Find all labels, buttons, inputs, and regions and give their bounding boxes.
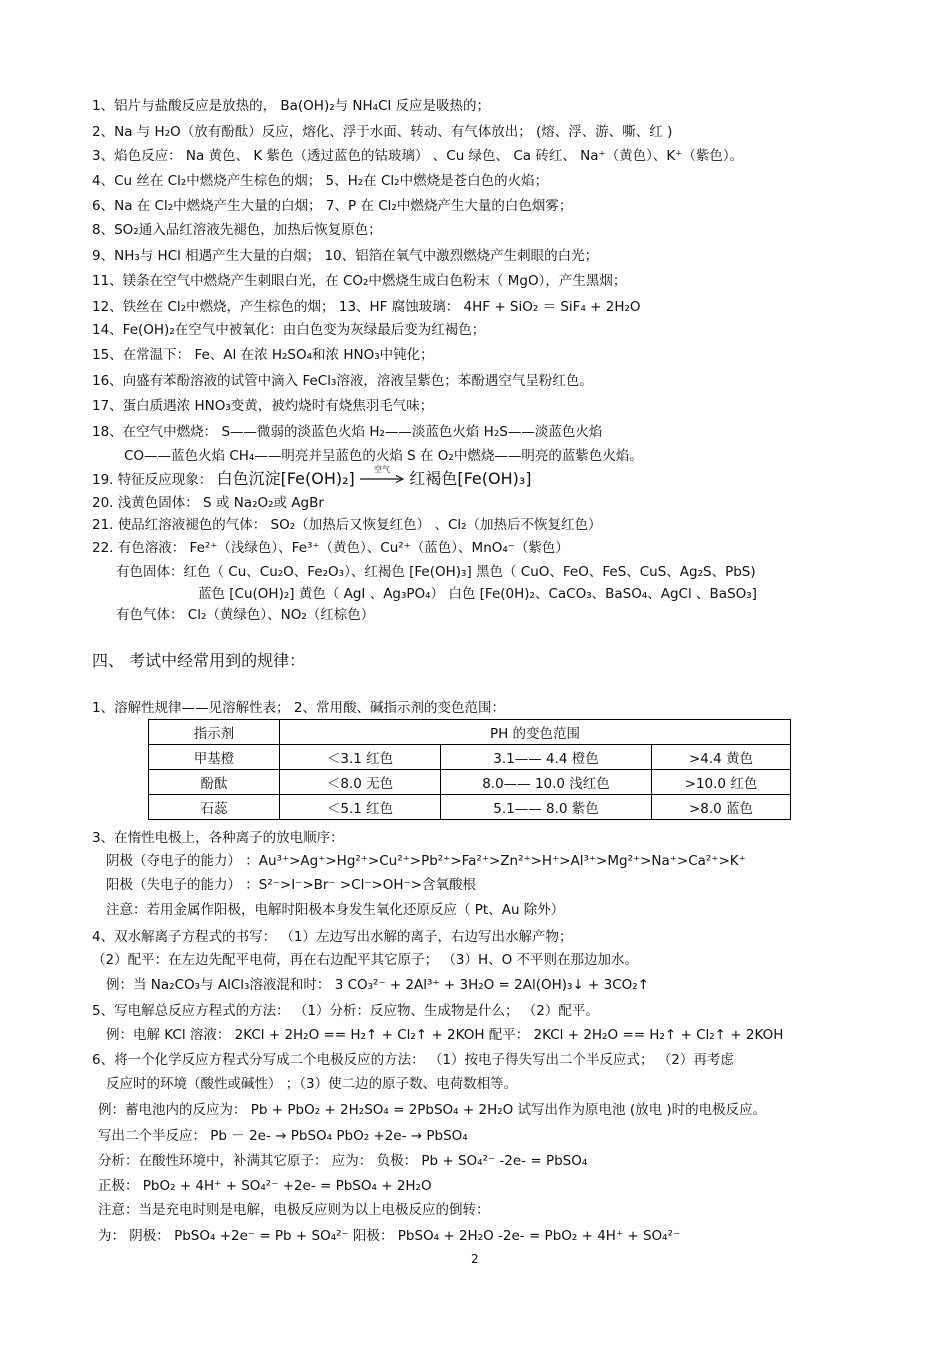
text-line: 15、在常温下： Fe、Al 在浓 H₂SO₄和浓 HNO₃中钝化； bbox=[92, 347, 434, 363]
table-cell: 3.1—— 4.4 橙色 bbox=[441, 745, 652, 770]
text-line: （2）配平：在左边先配平电荷，再在右边配平其它原子； （3）H、O 不平则在那边加水。 bbox=[92, 952, 639, 968]
text-line: 例：当 Na₂CO₃与 AlCl₃溶液混和时： 3 CO₃²⁻ + 2Al³⁺ + 3H₂O = 2Al(OH)₃↓ + 3CO₂↑ bbox=[106, 977, 650, 993]
arrow-label: 空气 bbox=[374, 465, 391, 474]
text-line: 16、向盛有苯酚溶液的试管中滴入 FeCl₃溶液，溶液呈紫色；苯酚遇空气呈粉红色。 bbox=[92, 373, 593, 389]
table-row bbox=[149, 795, 791, 820]
table-cell: 5.1—— 8.0 紫色 bbox=[441, 795, 652, 820]
section-title: 四、 考试中经常用到的规律： bbox=[92, 651, 306, 670]
text-line: 写出二个半反应： Pb － 2e- → PbSO₄ PbO₂ +2e- → PbSO₄ bbox=[98, 1128, 468, 1144]
text-line: CO——蓝色火焰 CH₄——明亮并呈蓝色的火焰 S 在 O₂中燃烧——明亮的蓝紫色火焰。 bbox=[124, 448, 643, 464]
text-line: 6、Na 在 Cl₂中燃烧产生大量的白烟； 7、P 在 Cl₂中燃烧产生大量的白色烟雾； bbox=[92, 198, 573, 214]
table-row bbox=[149, 745, 791, 770]
text-line: 22. 有色溶液： Fe²⁺（浅绿色）、Fe³⁺（黄色）、Cu²⁺（蓝色）、MnO₄⁻（紫色） bbox=[92, 540, 569, 556]
table-cell: >8.0 蓝色 bbox=[652, 795, 791, 820]
text-line: 4、Cu 丝在 Cl₂中燃烧产生棕色的烟； 5、H₂在 Cl₂中燃烧是苍白色的火焰； bbox=[92, 173, 549, 189]
table-cell: >4.4 黄色 bbox=[652, 745, 791, 770]
table-cell: 酚酞 bbox=[149, 770, 280, 795]
text-line: 反应时的环境（酸性或碱性） ；（3）使二边的原子数、电荷数相等。 bbox=[106, 1076, 518, 1092]
feature-reaction-line bbox=[92, 465, 532, 489]
table-cell: 8.0—— 10.0 浅红色 bbox=[441, 770, 652, 795]
table-header-row bbox=[149, 720, 791, 745]
indicator-table bbox=[148, 719, 791, 820]
text-line: 为： 阴极： PbSO₄ +2e⁻ = Pb + SO₄²⁻ 阳极： PbSO₄ + 2H₂O -2e- = PbO₂ + 4H⁺ + SO₄²⁻ bbox=[98, 1228, 681, 1244]
feature-reaction-label: 19. 特征反应现象： bbox=[92, 472, 217, 488]
text-line: 11、镁条在空气中燃烧产生刺眼白光，在 CO₂中燃烧生成白色粉末（ MgO），产生黑烟； bbox=[92, 273, 627, 289]
text-line: 注意：若用金属作阳极，电解时阳极本身发生氧化还原反应（ Pt、Au 除外） bbox=[106, 902, 565, 918]
text-line: 例：蓄电池内的反应为： Pb + PbO₂ + 2H₂SO₄ = 2PbSO₄ + 2H₂O 试写出作为原电池 (放电 )时的电极反应。 bbox=[98, 1102, 767, 1118]
white-precipitate: 白色沉淀[Fe(OH)₂] bbox=[216, 469, 355, 488]
table-header-cell: 指示剂 bbox=[149, 720, 280, 745]
table-cell: ＜3.1 红色 bbox=[280, 745, 441, 770]
text-line: 12、铁丝在 Cl₂中燃烧，产生棕色的烟； 13、HF 腐蚀玻璃： 4HF + SiO₂ ＝ SiF₄ + 2H₂O bbox=[92, 299, 641, 315]
text-line: 14、Fe(OH)₂在空气中被氧化：由白色变为灰绿最后变为红褐色； bbox=[92, 322, 486, 338]
table-cell: ＜5.1 红色 bbox=[280, 795, 441, 820]
text-line: 有色气体： Cl₂（黄绿色）、NO₂（红棕色） bbox=[116, 607, 375, 623]
red-brown-precipitate: 红褐色[Fe(OH)₃] bbox=[409, 469, 532, 488]
text-line: 有色固体：红色（ Cu、Cu₂O、Fe₂O₃）、红褐色 [Fe(OH)₃] 黑色（ CuO、FeO、FeS、CuS、Ag₂S、PbS) bbox=[116, 564, 756, 580]
text-line: 3、焰色反应： Na 黄色、 K 紫色（透过蓝色的钴玻璃） 、Cu 绿色、 Ca 砖红、 Na⁺（黄色）、K⁺（紫色）。 bbox=[92, 148, 744, 164]
text-line: 阴极（夺电子的能力） ：Au³⁺>Ag⁺>Hg²⁺>Cu²⁺>Pb²⁺>Fa²⁺>Zn²⁺>H⁺>Al³⁺>Mg²⁺>Na⁺>Ca²⁺>K⁺ bbox=[106, 853, 746, 869]
table-header-cell: PH 的变色范围 bbox=[280, 720, 791, 745]
table-cell: 甲基橙 bbox=[149, 745, 280, 770]
text-line: 1、铝片与盐酸反应是放热的， Ba(OH)₂与 NH₄Cl 反应是吸热的； bbox=[92, 98, 491, 114]
text-line: 分析：在酸性环境中，补满其它原子： 应为： 负极： Pb + SO₄²⁻ -2e- = PbSO₄ bbox=[98, 1153, 588, 1169]
text-line: 阳极（失电子的能力） ：S²⁻>I⁻>Br⁻ >Cl⁻>OH⁻>含氧酸根 bbox=[106, 877, 476, 893]
text-line: 8、SO₂通入品红溶液先褪色，加热后恢复原色； bbox=[92, 222, 382, 238]
table-cell: 石蕊 bbox=[149, 795, 280, 820]
text-line: 6、将一个化学反应方程式分写成二个电极反应的方法： （1）按电子得失写出二个半反应式； （2）再考虑 bbox=[92, 1052, 734, 1068]
text-line: 5、写电解总反应方程式的方法： （1）分析：反应物、生成物是什么； （2）配平。 bbox=[92, 1003, 599, 1019]
text-line: 蓝色 [Cu(OH)₂] 黄色（ AgI 、Ag₃PO₄） 白色 [Fe(0H)₂、CaCO₃、BaSO₄、AgCl 、BaSO₃] bbox=[198, 586, 757, 602]
table-cell: >10.0 红色 bbox=[652, 770, 791, 795]
page-number: 2 bbox=[471, 1252, 479, 1266]
text-line: 例：电解 KCl 溶液： 2KCl + 2H₂O == H₂↑ + Cl₂↑ + 2KOH 配平： 2KCl + 2H₂O == H₂↑ + Cl₂↑ + 2KOH bbox=[106, 1027, 784, 1043]
text-line: 17、蛋白质遇浓 HNO₃变黄，被灼烧时有烧焦羽毛气味； bbox=[92, 398, 434, 414]
text-line: 18、在空气中燃烧： S——微弱的淡蓝色火焰 H₂——淡蓝色火焰 H₂S——淡蓝色火焰 bbox=[92, 424, 603, 440]
text-line: 1、溶解性规律——见溶解性表； 2、常用酸、碱指示剂的变色范围： bbox=[92, 700, 505, 716]
text-line: 20. 浅黄色固体： S 或 Na₂O₂或 AgBr bbox=[92, 495, 324, 511]
table-cell: ＜8.0 无色 bbox=[280, 770, 441, 795]
text-line: 21. 使品红溶液褪色的气体： SO₂（加热后又恢复红色） 、Cl₂（加热后不恢复红色） bbox=[92, 517, 602, 533]
text-line: 2、Na 与 H₂O（放有酚酞）反应，熔化、浮于水面、转动、有气体放出； (熔、浮、游、嘶、红 ) bbox=[92, 124, 673, 140]
text-line: 9、NH₃与 HCl 相遇产生大量的白烟； 10、铝箔在氧气中激烈燃烧产生刺眼的白光； bbox=[92, 248, 599, 264]
air-arrow-icon bbox=[359, 465, 405, 489]
table-row bbox=[149, 770, 791, 795]
text-line: 正极： PbO₂ + 4H⁺ + SO₄²⁻ +2e- = PbSO₄ + 2H₂O bbox=[98, 1178, 432, 1194]
text-line: 3、在惰性电极上，各种离子的放电顺序： bbox=[92, 830, 344, 846]
text-line: 注意：当是充电时则是电解，电极反应则为以上电极反应的倒转： bbox=[98, 1202, 490, 1218]
text-line: 4、双水解离子方程式的书写： （1）左边写出水解的离子，右边写出水解产物； bbox=[92, 929, 573, 945]
